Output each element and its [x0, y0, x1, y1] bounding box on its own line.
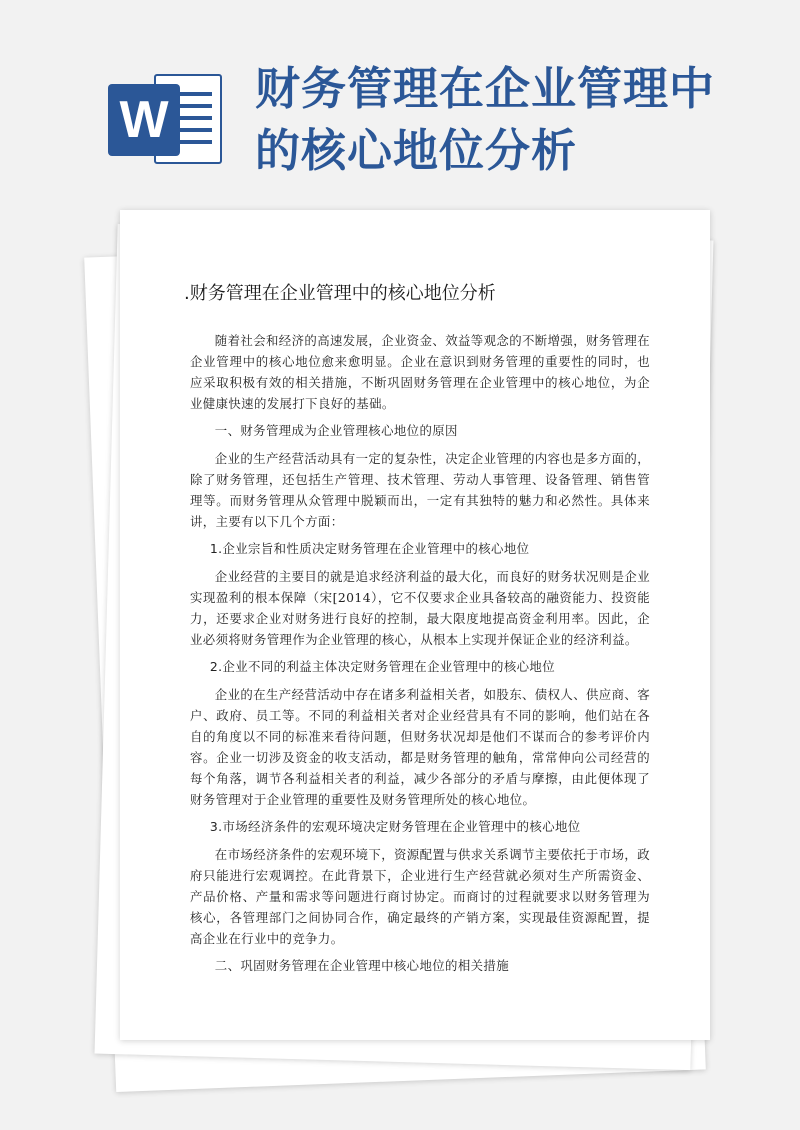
paragraph: 企业的生产经营活动具有一定的复杂性，决定企业管理的内容也是多方面的，除了财务管理，还包括生产管理、技术管理、劳动人事管理、设备管理、销售管理等。而财务管理从众管理中脱颖而出，一定有其独特的魅力和必然性。具体来讲，主要有以下几个方面： — [190, 451, 650, 529]
paragraph: 企业经营的主要目的就是追求经济利益的最大化，而良好的财务状况则是企业实现盈利的根本保障（宋[2014），它不仅要求企业具备较高的融资能力、投资能力，还要求企业对财务进行良好的控制，最大限度地提高资金利用率。因此，企业必须将财务管理作为企业管理的核心，从根本上实现并保证企业的经济利益。 — [190, 569, 650, 647]
paragraph: 随着社会和经济的高速发展，企业资金、效益等观念的不断增强，财务管理在企业管理中的核心地位愈来愈明显。企业在意识到财务管理的重要性的同时，也应采取积极有效的相关措施，不断巩固财务管理在企业管理中的核心地位，为企业健康快速的发展打下良好的基础。 — [190, 333, 650, 411]
header-banner — [0, 0, 800, 200]
section-heading: 二、巩固财务管理在企业管理中核心地位的相关措施 — [214, 958, 509, 973]
paragraph: 在市场经济条件的宏观环境下，资源配置与供求关系调节主要依托于市场，政府只能进行宏观调控。在此背景下，企业进行生产经营就必须对生产所需资金、产品价格、产量和需求等问题进行商讨协定。而商讨的过程就要求以财务管理为核心，各管理部门之间协同合作，确定最终的产销方案，实现最佳资源配置，提高企业在行业中的竞争力。 — [190, 847, 650, 946]
subsection-heading: 2.企业不同的利益主体决定财务管理在企业管理中的核心地位 — [209, 659, 556, 674]
word-document-icon — [108, 70, 226, 170]
document-page — [120, 210, 710, 1040]
paragraph: 企业的在生产经营活动中存在诸多利益相关者，如股东、债权人、供应商、客户、政府、员工等。不同的利益相关者对企业经营具有不同的影响，他们站在各自的角度以不同的标准来看待问题，但财务状况却是他们不谋而合的参考评价内容。企业一切涉及资金的收支活动，都是财务管理的触角，常常伸向公司经营的每个角落，调节各利益相关者的利益，减少各部分的矛盾与摩擦，由此便体现了财务管理对于企业管理的重要性及财务管理所处的核心地位。 — [190, 687, 650, 807]
document-title: .财务管理在企业管理中的核心地位分析 — [184, 283, 496, 304]
word-w-icon: W — [108, 84, 180, 156]
section-heading: 一、财务管理成为企业管理核心地位的原因 — [214, 423, 458, 438]
subsection-heading: 3.市场经济条件的宏观环境决定财务管理在企业管理中的核心地位 — [209, 819, 581, 834]
document-body — [184, 282, 650, 983]
page-title: 财务管理在企业管理中的核心地位分析 — [255, 62, 716, 177]
subsection-heading: 1.企业宗旨和性质决定财务管理在企业管理中的核心地位 — [209, 541, 530, 556]
